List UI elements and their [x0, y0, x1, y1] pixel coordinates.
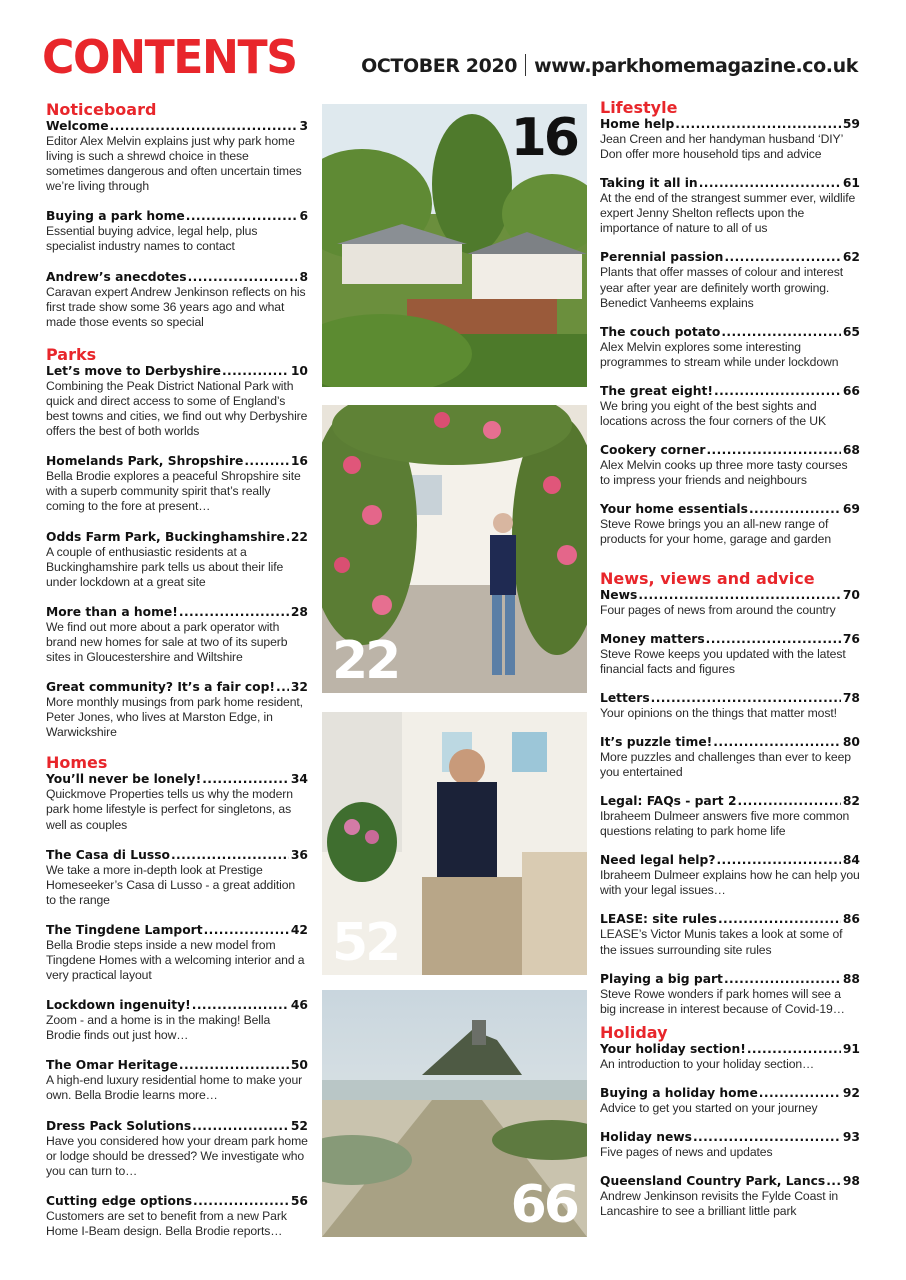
entry-description: Advice to get you started on your journey — [600, 1100, 818, 1115]
dot-leader — [202, 772, 289, 787]
entry-title: Taking it all in — [600, 176, 698, 191]
entry-page: 68 — [842, 443, 860, 458]
entry-page: 76 — [842, 631, 860, 646]
entry-title: Homelands Park, Shropshire — [46, 454, 244, 469]
entry-page: 61 — [842, 176, 860, 191]
entry-page: 93 — [842, 1130, 860, 1144]
entry-title: Buying a park home — [46, 209, 185, 224]
entry-page: 50 — [290, 1058, 308, 1073]
dot-leader — [749, 502, 841, 517]
entry-page: 52 — [290, 1118, 308, 1133]
masthead-divider — [525, 54, 526, 76]
entry-page: 16 — [290, 454, 308, 469]
entry-title: You’ll never be lonely! — [46, 772, 202, 787]
entry-title: The couch potato — [600, 324, 721, 339]
entry-page: 86 — [842, 912, 860, 927]
entry-page: 70 — [842, 587, 860, 602]
entry-description: We bring you eight of the best sights and locations across the four corners of the UK — [600, 398, 827, 429]
entry-title: Queensland Country Park, Lancs — [600, 1174, 826, 1189]
dot-leader — [724, 972, 841, 987]
dot-leader — [713, 735, 841, 750]
entry-description: An introduction to your holiday section… — [600, 1056, 815, 1071]
dot-leader — [714, 384, 841, 399]
dot-leader — [718, 912, 841, 927]
toc-entry[interactable] — [46, 848, 308, 908]
toc-entry[interactable] — [46, 119, 308, 194]
entry-title: Home help — [600, 117, 675, 131]
entry-description: Steve Rowe wonders if park homes will see a big increase in interest because of Covid-19… — [600, 986, 845, 1016]
website-link[interactable]: www.parkhomemagazine.co.uk — [534, 55, 858, 77]
entry-page: 84 — [842, 853, 860, 868]
entry-page: 98 — [842, 1174, 860, 1189]
toc-entry[interactable] — [46, 998, 308, 1043]
section-heading: Noticeboard — [46, 100, 157, 119]
entry-description: More monthly musings from park home resident, Peter Jones, who lives at Marston Edge, in Warwickshire — [46, 695, 303, 740]
toc-entry[interactable] — [46, 364, 308, 439]
toc-entry[interactable] — [600, 735, 860, 780]
toc-entry[interactable] — [46, 1194, 308, 1239]
section-parks — [46, 346, 308, 741]
dot-leader — [244, 454, 289, 469]
entry-description: Zoom - and a home is in the making! Bella Brodie finds out just how… — [46, 1013, 271, 1043]
toc-entry[interactable] — [600, 1130, 860, 1160]
toc-entry[interactable] — [46, 923, 308, 983]
entry-description: Bella Brodie steps inside a new model from Tingdene Homes with a welcoming interior and a very practical layout — [46, 937, 305, 983]
entry-description: Essential buying advice, legal help, plus specialist industry names to contact — [46, 224, 258, 254]
entry-page: 42 — [290, 922, 308, 937]
entry-title: More than a home! — [46, 604, 178, 619]
dot-leader — [706, 632, 841, 647]
entry-page: 80 — [842, 734, 860, 749]
entry-title: LEASE: site rules — [600, 912, 717, 927]
toc-entry[interactable] — [46, 270, 308, 330]
masthead-info — [361, 54, 858, 77]
dot-leader — [204, 923, 289, 938]
page-number-badge: 52 — [332, 913, 399, 973]
toc-entry[interactable] — [600, 794, 860, 839]
entry-description: Steve Rowe keeps you updated with the latest financial facts and figures — [600, 646, 846, 676]
entry-title: Odds Farm Park, Buckinghamshire — [46, 529, 285, 544]
contents-column-right — [600, 99, 860, 1219]
dot-leader — [188, 270, 298, 285]
toc-entry[interactable] — [46, 209, 308, 254]
photo-interior[interactable] — [322, 712, 587, 975]
toc-entry[interactable] — [600, 1174, 860, 1219]
toc-entry[interactable] — [46, 772, 308, 832]
dot-leader — [724, 250, 840, 265]
dot-leader — [192, 1119, 289, 1134]
entry-description: Steve Rowe brings you an all-new range of products for your home, garage and garden — [600, 517, 831, 547]
entry-description: Ibraheem Dulmeer answers five more common questions relating to park home life — [600, 809, 850, 839]
toc-entry[interactable] — [600, 691, 860, 721]
dot-leader — [222, 364, 289, 379]
entry-description: A high-end luxury residential home to make your own. Bella Brodie learns more… — [46, 1073, 303, 1103]
entry-description: Four pages of news from around the country — [600, 602, 836, 617]
entry-page: 3 — [299, 119, 308, 133]
toc-entry[interactable] — [600, 117, 860, 162]
dot-leader — [826, 1174, 841, 1189]
entry-description: More puzzles and challenges than ever to keep you entertained — [600, 749, 851, 779]
dot-leader — [286, 530, 289, 545]
entry-title: Dress Pack Solutions — [46, 1118, 192, 1133]
section-holiday — [600, 1024, 860, 1219]
masthead-title: CONTENTS — [42, 30, 297, 84]
entry-title: Legal: FAQs - part 2 — [600, 794, 737, 809]
entry-page: 92 — [842, 1085, 860, 1100]
entry-description: Bella Brodie explores a peaceful Shropshire site with a superb community spirit that’s really coming to the fore at present… — [46, 469, 301, 514]
entry-title: Need legal help? — [600, 853, 716, 868]
dot-leader — [693, 1130, 841, 1145]
entry-page: 6 — [299, 209, 308, 224]
dot-leader — [193, 1194, 289, 1209]
dot-leader — [171, 848, 289, 863]
toc-entry[interactable] — [600, 325, 860, 370]
dot-leader — [192, 998, 289, 1013]
dot-leader — [638, 588, 841, 603]
entry-title: Cutting edge options — [46, 1193, 193, 1208]
dot-leader — [276, 680, 289, 695]
entry-title: Your home essentials — [600, 502, 748, 517]
toc-entry[interactable] — [600, 588, 860, 618]
toc-entry[interactable] — [600, 972, 860, 1017]
entry-description: At the end of the strangest summer ever, wildlife expert Jenny Shelton reflects upon the importance of nature to all of us — [600, 191, 856, 236]
entry-title: The great eight! — [600, 383, 714, 398]
entry-description: Five pages of news and updates — [600, 1145, 773, 1159]
entry-page: 28 — [290, 604, 308, 619]
entry-description: We take a more in-depth look at Prestige Homeseeker’s Casa di Lusso - a great addition to the range — [46, 862, 296, 907]
entry-description: Combining the Peak District National Park with quick and direct access to some of England’s best towns and cities, we find out why Derbyshire offers the best of both worlds — [46, 378, 308, 439]
entry-title: Lockdown ingenuity! — [46, 998, 191, 1013]
entry-page: 56 — [290, 1193, 308, 1208]
entry-page: 34 — [290, 772, 308, 787]
entry-title: The Tingdene Lamport — [46, 922, 203, 937]
section-lifestyle — [600, 99, 860, 548]
entry-description: Plants that offer masses of colour and interest year after year are definitely worth growing. Benedict Vanheems explains — [600, 265, 844, 310]
entry-page: 91 — [842, 1041, 860, 1056]
entry-title: Money matters — [600, 631, 705, 646]
entry-title: Great community? It’s a fair cop! — [46, 680, 276, 695]
toc-entry[interactable] — [600, 1042, 860, 1072]
entry-page: 65 — [842, 324, 860, 339]
entry-page: 59 — [842, 117, 860, 131]
entry-description: Alex Melvin cooks up three more tasty courses to impress your friends and neighbours — [600, 458, 848, 488]
toc-entry[interactable] — [46, 1058, 308, 1103]
section-homes — [46, 754, 308, 1239]
dot-leader — [675, 117, 841, 132]
toc-entry[interactable] — [46, 454, 308, 514]
page-number-badge: 66 — [510, 1175, 577, 1235]
toc-entry[interactable] — [46, 680, 308, 740]
section-news-views-advice — [600, 570, 860, 1017]
section-heading: Parks — [46, 344, 97, 364]
dot-leader — [651, 691, 841, 706]
entry-title: Buying a holiday home — [600, 1085, 758, 1100]
dot-leader — [759, 1086, 841, 1101]
entry-title: Andrew’s anecdotes — [46, 269, 187, 284]
entry-description: Ibraheem Dulmeer explains how he can help you with your legal issues… — [600, 868, 860, 898]
photo-st-michaels-mount[interactable] — [322, 990, 587, 1237]
section-noticeboard — [46, 101, 308, 330]
dot-leader — [699, 176, 841, 191]
photo-park-view[interactable] — [322, 104, 587, 387]
toc-entry[interactable] — [600, 176, 860, 236]
entry-page: 10 — [290, 363, 308, 378]
entry-description: LEASE’s Victor Munis takes a look at some of the issues surrounding site rules — [600, 927, 843, 957]
issue-date: OCTOBER 2020 — [361, 55, 518, 77]
entry-description: Caravan expert Andrew Jenkinson reflects on his first trade show some 36 years ago and what made those events so special — [46, 284, 306, 329]
contents-column-left — [46, 101, 308, 1239]
toc-entry[interactable] — [600, 250, 860, 310]
entry-page: 46 — [290, 998, 308, 1013]
toc-entry[interactable] — [600, 1086, 860, 1116]
page-number-badge: 22 — [332, 631, 399, 691]
toc-entry[interactable] — [600, 443, 860, 488]
toc-entry[interactable] — [600, 502, 860, 547]
entry-description: Andrew Jenkinson revisits the Fylde Coast in Lancashire to see a brilliant little park — [600, 1189, 839, 1219]
dot-leader — [179, 1058, 289, 1073]
entry-title: Cookery corner — [600, 443, 706, 458]
entry-description: Quickmove Properties tells us why the modern park home lifestyle is perfect for singletons, as well as couples — [46, 787, 293, 832]
entry-description: Alex Melvin explores some interesting programmes to stream while under lockdown — [600, 339, 839, 369]
entry-description: Customers are set to benefit from a new Park Home I-Beam design. Bella Brodie reports… — [46, 1208, 287, 1238]
section-heading: News, views and advice — [600, 568, 815, 588]
toc-entry[interactable] — [600, 853, 860, 898]
page-number-badge: 16 — [510, 108, 577, 168]
entry-title: Playing a big part — [600, 971, 723, 986]
entry-title: The Omar Heritage — [46, 1058, 178, 1073]
dot-leader — [706, 443, 840, 458]
entry-page: 32 — [290, 680, 308, 695]
dot-leader — [721, 325, 841, 340]
toc-entry[interactable] — [46, 530, 308, 590]
entry-title: The Casa di Lusso — [46, 847, 170, 862]
entry-page: 69 — [842, 502, 860, 517]
section-heading: Homes — [46, 753, 108, 773]
dot-leader — [747, 1042, 841, 1057]
entry-title: It’s puzzle time! — [600, 734, 713, 749]
entry-description: Your opinions on the things that matter most! — [600, 705, 837, 720]
dot-leader — [738, 794, 841, 809]
dot-leader — [716, 853, 840, 868]
entry-page: 36 — [290, 847, 308, 862]
entry-page: 22 — [290, 529, 308, 544]
entry-title: Holiday news — [600, 1130, 692, 1144]
toc-entry[interactable] — [600, 632, 860, 677]
entry-description: Have you considered how your dream park home or lodge should be dressed? We investigate who you can turn to… — [46, 1133, 308, 1178]
entry-title: News — [600, 587, 638, 602]
entry-page: 8 — [299, 269, 308, 284]
entry-page: 66 — [842, 383, 860, 398]
entry-title: Let’s move to Derbyshire — [46, 363, 221, 378]
entry-description: Editor Alex Melvin explains just why park home living is such a shrewd choice in these sometimes dangerous and often uncertain times we’re living through — [46, 134, 302, 194]
entry-title: Perennial passion — [600, 250, 724, 265]
photo-rose-arch[interactable] — [322, 405, 587, 693]
toc-entry[interactable] — [600, 912, 860, 957]
section-heading: Lifestyle — [600, 98, 678, 117]
entry-title: Letters — [600, 690, 650, 705]
section-heading: Holiday — [600, 1022, 668, 1042]
toc-entry[interactable] — [46, 605, 308, 665]
toc-entry[interactable] — [46, 1119, 308, 1179]
entry-page: 62 — [842, 250, 860, 265]
entry-page: 88 — [842, 971, 860, 986]
toc-entry[interactable] — [600, 384, 860, 429]
entry-title: Your holiday section! — [600, 1041, 746, 1056]
entry-title: Welcome — [46, 119, 109, 133]
entry-description: Jean Creen and her handyman husband ‘DIY’ Don offer more household tips and advice — [600, 132, 843, 162]
entry-page: 82 — [842, 794, 860, 809]
dot-leader — [110, 119, 298, 134]
entry-description: A couple of enthusiastic residents at a Buckinghamshire park tells us about their life under lockdown at a great site — [46, 544, 284, 589]
dot-leader — [186, 209, 298, 224]
entry-page: 78 — [842, 690, 860, 705]
dot-leader — [179, 605, 289, 620]
entry-description: We find out more about a park operator with brand new homes for sale at two of its superb sites in Gloucestershire and Wiltshire — [46, 619, 288, 664]
